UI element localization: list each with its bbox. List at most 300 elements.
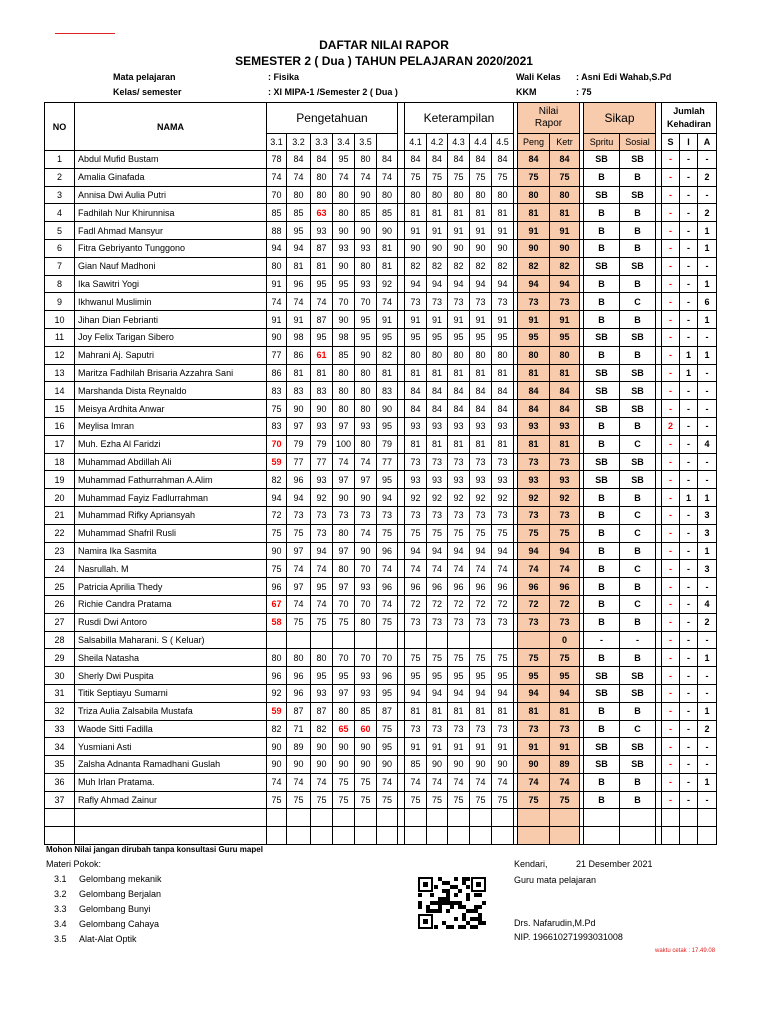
- knowledge-score: 90: [355, 186, 377, 204]
- skill-score: 91: [448, 222, 470, 240]
- knowledge-score: 95: [287, 222, 311, 240]
- sikap-spritu: B: [584, 346, 620, 364]
- absence-sick: -: [662, 453, 680, 471]
- knowledge-score: 77: [311, 453, 333, 471]
- empty-cell: [662, 809, 680, 827]
- skill-score: 93: [405, 417, 427, 435]
- grades-body: [45, 151, 717, 845]
- row-number: 35: [45, 756, 75, 774]
- absence-permit: -: [680, 578, 698, 596]
- rapor-ketr: 93: [550, 471, 580, 489]
- rapor-peng: 73: [518, 613, 550, 631]
- absence-sick: -: [662, 649, 680, 667]
- skill-score: 95: [427, 328, 448, 346]
- table-row: [45, 346, 717, 364]
- knowledge-extra: 74: [377, 560, 398, 578]
- knowledge-score: 97: [287, 578, 311, 596]
- knowledge-score: 95: [355, 328, 377, 346]
- absence-permit: -: [680, 613, 698, 631]
- table-row: [45, 649, 717, 667]
- row-number: 21: [45, 506, 75, 524]
- empty-cell: [267, 827, 287, 845]
- skill-score: 73: [448, 453, 470, 471]
- spacer-cell: [398, 151, 405, 169]
- absence-permit: 1: [680, 364, 698, 382]
- table-row: [45, 471, 717, 489]
- skill-score: 94: [427, 275, 448, 293]
- spacer-cell: [398, 524, 405, 542]
- spacer-cell: [398, 453, 405, 471]
- skill-score: 72: [470, 595, 492, 613]
- header-p-3-2: 3.2: [287, 134, 311, 151]
- absence-alpha: 1: [698, 702, 717, 720]
- absence-sick: -: [662, 524, 680, 542]
- row-number: 32: [45, 702, 75, 720]
- knowledge-score: 74: [267, 168, 287, 186]
- header-k-4-4: 4.4: [470, 134, 492, 151]
- absence-alpha: -: [698, 364, 717, 382]
- table-row: [45, 631, 717, 649]
- skill-score: 75: [448, 168, 470, 186]
- spacer-cell: [398, 702, 405, 720]
- sikap-sosial: B: [620, 311, 656, 329]
- row-number: 6: [45, 239, 75, 257]
- absence-alpha: 1: [698, 649, 717, 667]
- sikap-spritu: B: [584, 613, 620, 631]
- row-number: 36: [45, 773, 75, 791]
- knowledge-score: 74: [287, 595, 311, 613]
- knowledge-score: [355, 631, 377, 649]
- skill-score: 73: [448, 720, 470, 738]
- skill-score: 75: [470, 168, 492, 186]
- knowledge-score: 93: [355, 417, 377, 435]
- row-number: 11: [45, 328, 75, 346]
- row-number: 8: [45, 275, 75, 293]
- header-nilai-rapor: Nilai Rapor: [518, 103, 580, 134]
- sikap-spritu: B: [584, 311, 620, 329]
- skill-score: 73: [492, 506, 514, 524]
- knowledge-extra: 95: [377, 328, 398, 346]
- knowledge-score: 75: [287, 524, 311, 542]
- knowledge-score: 75: [311, 613, 333, 631]
- absence-sick: -: [662, 204, 680, 222]
- knowledge-extra: 81: [377, 239, 398, 257]
- table-row: [45, 168, 717, 186]
- row-number: 18: [45, 453, 75, 471]
- sikap-sosial: B: [620, 275, 656, 293]
- absence-alpha: 1: [698, 542, 717, 560]
- table-row: [45, 542, 717, 560]
- sikap-sosial: B: [620, 204, 656, 222]
- row-number: 14: [45, 382, 75, 400]
- knowledge-score: 90: [333, 756, 355, 774]
- skill-score: 91: [492, 222, 514, 240]
- knowledge-score: 93: [311, 417, 333, 435]
- sikap-spritu: B: [584, 222, 620, 240]
- rapor-peng: 80: [518, 346, 550, 364]
- knowledge-score: 75: [311, 791, 333, 809]
- materi-item: Gelombang Cahaya: [79, 919, 160, 929]
- skill-score: 72: [448, 595, 470, 613]
- skill-score: 75: [470, 791, 492, 809]
- skill-score: 73: [427, 720, 448, 738]
- knowledge-score: 97: [287, 542, 311, 560]
- row-number: 3: [45, 186, 75, 204]
- skill-score: 81: [448, 435, 470, 453]
- table-row: [45, 151, 717, 169]
- absence-alpha: -: [698, 328, 717, 346]
- skill-score: 72: [405, 595, 427, 613]
- absence-sick: -: [662, 435, 680, 453]
- table-row: [45, 578, 717, 596]
- skill-score: 91: [448, 738, 470, 756]
- rapor-ketr: 91: [550, 738, 580, 756]
- student-name: Muhammad Abdillah Ali: [75, 453, 267, 471]
- skill-score: 73: [427, 506, 448, 524]
- table-row: [45, 382, 717, 400]
- student-name: Sheila Natasha: [75, 649, 267, 667]
- header-s: S: [662, 134, 680, 151]
- row-number: 16: [45, 417, 75, 435]
- absence-alpha: 1: [698, 489, 717, 507]
- absence-permit: -: [680, 435, 698, 453]
- knowledge-score: 90: [333, 738, 355, 756]
- student-name: Muhammad Shafril Rusli: [75, 524, 267, 542]
- absence-sick: -: [662, 186, 680, 204]
- table-row: [45, 595, 717, 613]
- sikap-sosial: B: [620, 417, 656, 435]
- knowledge-score: 80: [267, 649, 287, 667]
- absence-alpha: 1: [698, 773, 717, 791]
- knowledge-score: 98: [333, 328, 355, 346]
- skill-score: 81: [405, 435, 427, 453]
- knowledge-score: 80: [355, 613, 377, 631]
- rapor-ketr: 84: [550, 151, 580, 169]
- skill-score: 93: [448, 471, 470, 489]
- absence-permit: -: [680, 702, 698, 720]
- skill-score: 81: [427, 364, 448, 382]
- absence-sick: -: [662, 328, 680, 346]
- empty-cell: [398, 809, 405, 827]
- row-number: 28: [45, 631, 75, 649]
- skill-score: 94: [470, 684, 492, 702]
- knowledge-score: 75: [355, 773, 377, 791]
- knowledge-score: 84: [311, 151, 333, 169]
- empty-cell: [427, 827, 448, 845]
- knowledge-extra: 82: [377, 346, 398, 364]
- table-row: [45, 186, 717, 204]
- absence-alpha: 3: [698, 506, 717, 524]
- materi-label: Materi Pokok:: [46, 859, 102, 869]
- knowledge-score: 74: [267, 293, 287, 311]
- sikap-sosial: B: [620, 346, 656, 364]
- skill-score: 75: [448, 791, 470, 809]
- table-row: [45, 738, 717, 756]
- absence-sick: -: [662, 702, 680, 720]
- knowledge-score: 97: [333, 542, 355, 560]
- rapor-ketr: 72: [550, 595, 580, 613]
- knowledge-score: 70: [355, 595, 377, 613]
- teacher-name: Drs. Nafarudin,M.Pd: [514, 918, 596, 928]
- sikap-sosial: C: [620, 524, 656, 542]
- skill-score: 84: [492, 151, 514, 169]
- knowledge-score: 97: [287, 417, 311, 435]
- knowledge-score: 95: [333, 275, 355, 293]
- knowledge-score: 81: [311, 257, 333, 275]
- knowledge-score: 96: [267, 667, 287, 685]
- rapor-peng: [518, 631, 550, 649]
- skill-score: 73: [427, 453, 448, 471]
- knowledge-score: 75: [355, 791, 377, 809]
- materi-item: Gelombang Bunyi: [79, 904, 151, 914]
- skill-score: 81: [427, 702, 448, 720]
- knowledge-score: 75: [267, 791, 287, 809]
- rapor-peng: 84: [518, 151, 550, 169]
- knowledge-score: 95: [333, 151, 355, 169]
- skill-score: 90: [427, 756, 448, 774]
- table-row: [45, 453, 717, 471]
- absence-sick: -: [662, 506, 680, 524]
- sikap-spritu: SB: [584, 453, 620, 471]
- knowledge-score: 90: [333, 489, 355, 507]
- knowledge-score: 70: [333, 649, 355, 667]
- materi-item: Gelombang Berjalan: [79, 889, 162, 899]
- header-ketr: Ketr: [550, 134, 580, 151]
- skill-score: 91: [470, 311, 492, 329]
- row-number: 30: [45, 667, 75, 685]
- knowledge-score: 80: [355, 435, 377, 453]
- skill-score: 72: [492, 595, 514, 613]
- knowledge-score: 74: [333, 168, 355, 186]
- sikap-sosial: SB: [620, 382, 656, 400]
- knowledge-score: 91: [287, 311, 311, 329]
- rapor-peng: 73: [518, 293, 550, 311]
- skill-score: 92: [427, 489, 448, 507]
- sikap-spritu: SB: [584, 400, 620, 418]
- sikap-spritu: SB: [584, 364, 620, 382]
- table-row: [45, 791, 717, 809]
- skill-score: 84: [405, 151, 427, 169]
- sikap-sosial: B: [620, 613, 656, 631]
- absence-alpha: 1: [698, 311, 717, 329]
- skill-score: 75: [427, 791, 448, 809]
- rapor-peng: 84: [518, 382, 550, 400]
- knowledge-score: 74: [267, 773, 287, 791]
- kelas-value: : XI MIPA-1 /Semester 2 ( Dua ): [268, 87, 398, 97]
- spacer-cell: [398, 346, 405, 364]
- rapor-peng: 74: [518, 560, 550, 578]
- rapor-peng: 75: [518, 524, 550, 542]
- knowledge-score: 59: [267, 702, 287, 720]
- skill-score: 91: [405, 738, 427, 756]
- spacer-cell: [398, 560, 405, 578]
- absence-alpha: -: [698, 791, 717, 809]
- skill-score: 75: [492, 168, 514, 186]
- table-row: [45, 293, 717, 311]
- knowledge-score: 92: [311, 489, 333, 507]
- knowledge-score: 85: [355, 204, 377, 222]
- empty-cell: [405, 827, 427, 845]
- knowledge-score: 82: [267, 471, 287, 489]
- knowledge-score: 65: [333, 720, 355, 738]
- absence-permit: -: [680, 417, 698, 435]
- sikap-spritu: B: [584, 489, 620, 507]
- skill-score: 95: [448, 667, 470, 685]
- knowledge-score: 79: [287, 435, 311, 453]
- skill-score: 84: [448, 400, 470, 418]
- rapor-peng: 84: [518, 400, 550, 418]
- wali-value: : Asni Edi Wahab,S.Pd: [576, 72, 672, 82]
- absence-permit: -: [680, 631, 698, 649]
- rapor-peng: 73: [518, 453, 550, 471]
- sikap-spritu: SB: [584, 186, 620, 204]
- skill-score: 72: [427, 595, 448, 613]
- absence-sick: -: [662, 595, 680, 613]
- knowledge-score: 73: [287, 506, 311, 524]
- table-row: [45, 417, 717, 435]
- knowledge-score: 87: [311, 239, 333, 257]
- row-number: 1: [45, 151, 75, 169]
- absence-permit: -: [680, 756, 698, 774]
- rapor-peng: 81: [518, 204, 550, 222]
- absence-permit: -: [680, 560, 698, 578]
- absence-permit: -: [680, 720, 698, 738]
- materi-item: Gelombang mekanik: [79, 874, 162, 884]
- absence-alpha: 2: [698, 204, 717, 222]
- knowledge-score: 80: [333, 204, 355, 222]
- skill-score: 90: [427, 239, 448, 257]
- sikap-sosial: C: [620, 435, 656, 453]
- absence-permit: -: [680, 773, 698, 791]
- sikap-spritu: B: [584, 239, 620, 257]
- absence-sick: -: [662, 578, 680, 596]
- knowledge-score: 91: [267, 275, 287, 293]
- table-row: [45, 702, 717, 720]
- skill-score: 91: [470, 222, 492, 240]
- skill-score: 81: [492, 435, 514, 453]
- knowledge-score: 74: [311, 773, 333, 791]
- knowledge-score: 87: [311, 311, 333, 329]
- skill-score: 90: [448, 239, 470, 257]
- skill-score: 92: [470, 489, 492, 507]
- rapor-peng: 91: [518, 738, 550, 756]
- rapor-peng: 93: [518, 417, 550, 435]
- rapor-peng: 75: [518, 649, 550, 667]
- sikap-spritu: SB: [584, 382, 620, 400]
- knowledge-score: 97: [333, 471, 355, 489]
- skill-score: 73: [427, 293, 448, 311]
- knowledge-score: 80: [311, 649, 333, 667]
- empty-cell: [584, 809, 620, 827]
- header-kehadiran: Jumlah Kehadiran: [662, 103, 717, 134]
- skill-score: 73: [405, 613, 427, 631]
- absence-sick: -: [662, 684, 680, 702]
- header-sosial: Sosial: [620, 134, 656, 151]
- absence-sick: -: [662, 257, 680, 275]
- knowledge-score: 73: [311, 524, 333, 542]
- knowledge-score: 74: [333, 453, 355, 471]
- skill-score: 81: [470, 364, 492, 382]
- empty-cell: [398, 827, 405, 845]
- sikap-sosial: SB: [620, 328, 656, 346]
- kkm-value: : 75: [576, 87, 592, 97]
- absence-permit: 1: [680, 489, 698, 507]
- knowledge-extra: 90: [377, 222, 398, 240]
- skill-score: 84: [448, 382, 470, 400]
- skill-score: 94: [448, 684, 470, 702]
- spacer-cell: [398, 364, 405, 382]
- rapor-ketr: 91: [550, 311, 580, 329]
- header-a: A: [698, 134, 717, 151]
- empty-cell: [470, 809, 492, 827]
- absence-sick: -: [662, 471, 680, 489]
- header-no: NO: [45, 103, 75, 151]
- absence-alpha: 4: [698, 595, 717, 613]
- absence-alpha: -: [698, 756, 717, 774]
- skill-score: 95: [405, 328, 427, 346]
- spacer-cell: [398, 239, 405, 257]
- skill-score: 75: [405, 168, 427, 186]
- knowledge-score: 93: [311, 471, 333, 489]
- empty-cell: [287, 809, 311, 827]
- skill-score: 74: [470, 773, 492, 791]
- kkm-label: KKM: [516, 87, 537, 97]
- skill-score: 73: [427, 613, 448, 631]
- absence-permit: 1: [680, 346, 698, 364]
- rapor-peng: 93: [518, 471, 550, 489]
- absence-permit: -: [680, 791, 698, 809]
- absence-sick: -: [662, 667, 680, 685]
- knowledge-score: 91: [267, 311, 287, 329]
- knowledge-extra: 87: [377, 702, 398, 720]
- row-number: 10: [45, 311, 75, 329]
- spacer-cell: [398, 791, 405, 809]
- row-number: 20: [45, 489, 75, 507]
- knowledge-score: 74: [355, 453, 377, 471]
- rapor-peng: 91: [518, 222, 550, 240]
- sikap-spritu: B: [584, 702, 620, 720]
- skill-score: 92: [448, 489, 470, 507]
- empty-cell: [355, 809, 377, 827]
- rapor-ketr: 94: [550, 275, 580, 293]
- empty-cell: [75, 809, 267, 827]
- header-k-4-3: 4.3: [448, 134, 470, 151]
- skill-score: 73: [405, 720, 427, 738]
- skill-score: [470, 631, 492, 649]
- absence-sick: -: [662, 738, 680, 756]
- knowledge-score: 74: [311, 293, 333, 311]
- skill-score: 75: [427, 168, 448, 186]
- empty-cell: [427, 809, 448, 827]
- spacer-cell: [398, 204, 405, 222]
- absence-sick: -: [662, 346, 680, 364]
- skill-score: 73: [470, 720, 492, 738]
- knowledge-score: 60: [355, 720, 377, 738]
- knowledge-extra: 90: [377, 756, 398, 774]
- knowledge-score: 93: [355, 667, 377, 685]
- student-name: Sherly Dwi Puspita: [75, 667, 267, 685]
- rapor-peng: 94: [518, 542, 550, 560]
- absence-sick: -: [662, 489, 680, 507]
- skill-score: 74: [492, 560, 514, 578]
- empty-cell: [698, 827, 717, 845]
- rapor-ketr: 73: [550, 613, 580, 631]
- skill-score: [492, 631, 514, 649]
- knowledge-score: 85: [355, 702, 377, 720]
- knowledge-score: 90: [267, 328, 287, 346]
- knowledge-score: 78: [267, 151, 287, 169]
- skill-score: 96: [405, 578, 427, 596]
